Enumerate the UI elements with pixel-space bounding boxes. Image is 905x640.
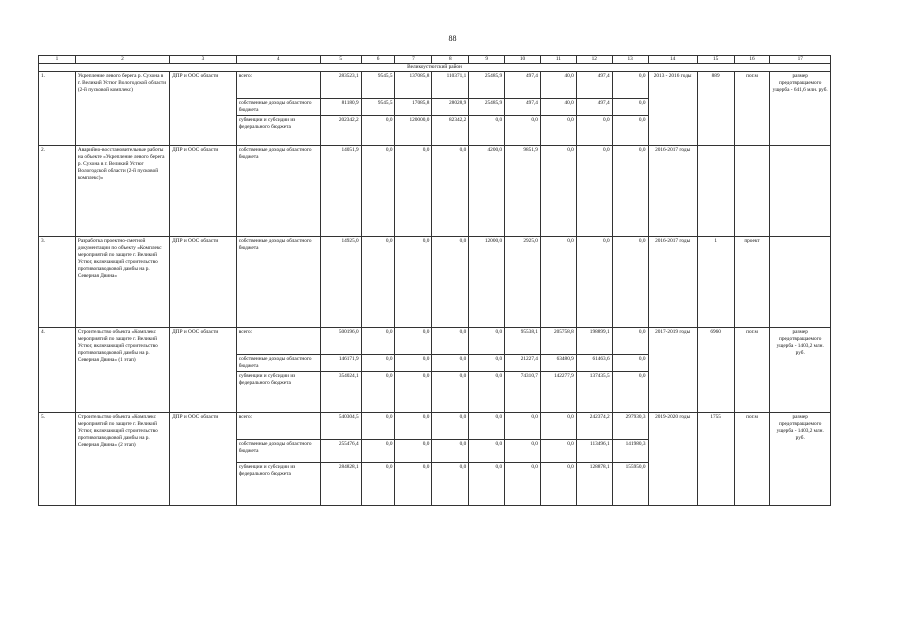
value-cell: 0,0: [361, 354, 395, 371]
object-name: Разработка проектно-сметной документации по объекту «Комплекс мероприятий по защите г. Великий Устюг, включающий строительство противопаводковой дамбы на р. Северная Двина»: [75, 236, 169, 327]
unit: проект: [734, 236, 770, 327]
value-cell: 0,0: [540, 236, 576, 327]
value-total: 255476,4: [320, 439, 361, 462]
value-cell: 9545,5: [361, 98, 395, 115]
value-cell: 12000,0: [469, 236, 505, 327]
value-total: 81180,9: [320, 98, 361, 115]
value-cell: 198899,1: [576, 327, 612, 354]
value-cell: 0,0: [432, 236, 469, 327]
executor: ДПР и ООС области: [170, 236, 237, 327]
value-cell: 0,0: [432, 327, 469, 354]
value-cell: 128878,1: [576, 462, 612, 505]
district-name: Великоустюгский район: [39, 63, 831, 71]
value-cell: 0,0: [576, 145, 612, 236]
object-name: Аварийно-восстановительные работы на объекте «Укрепление левого берега р. Сухона в г. Великий Устюг Вологодской области (2-й пусковой комплекс)»: [75, 145, 169, 236]
value-cell: 0,0: [432, 371, 469, 412]
effect: размер предотвращаемого ущерба - 641,6 млн. руб.: [770, 71, 831, 145]
value-cell: 0,0: [469, 354, 505, 371]
funding-source-label: всего:: [236, 412, 320, 439]
value-cell: 0,0: [469, 327, 505, 354]
value-cell: 0,0: [576, 236, 612, 327]
value-cell: 297930,3: [612, 412, 648, 439]
value-total: 354024,1: [320, 371, 361, 412]
value-cell: 141980,3: [612, 439, 648, 462]
value-cell: 0,0: [395, 412, 432, 439]
value-cell: 2925,0: [505, 236, 541, 327]
value-total: 202342,2: [320, 115, 361, 145]
column-number: 13: [612, 56, 648, 64]
value-cell: 0,0: [361, 145, 395, 236]
column-number: 16: [734, 56, 770, 64]
column-number: 2: [75, 56, 169, 64]
value-cell: 0,0: [395, 354, 432, 371]
value-cell: 120000,0: [395, 115, 432, 145]
value-cell: 0,0: [395, 327, 432, 354]
value-cell: 0,0: [576, 115, 612, 145]
funding-source-label: субвенции и субсидии из федерального бюджета: [236, 115, 320, 145]
column-number: 5: [320, 56, 361, 64]
unit: [734, 145, 770, 236]
executor: ДПР и ООС области: [170, 145, 237, 236]
value-cell: 0,0: [395, 439, 432, 462]
row-number: 1.: [39, 71, 76, 145]
value-cell: 9851,9: [505, 145, 541, 236]
value-total: 14925,0: [320, 236, 361, 327]
effect: [770, 236, 831, 327]
table-row: [39, 327, 831, 354]
funding-source-label: всего:: [236, 71, 320, 98]
value-cell: 497,4: [576, 71, 612, 98]
value-total: 284828,1: [320, 462, 361, 505]
value-cell: 28028,9: [432, 98, 469, 115]
value-cell: 0,0: [612, 371, 648, 412]
value-cell: 137085,8: [395, 71, 432, 98]
value-cell: 74310,7: [505, 371, 541, 412]
column-number: 9: [469, 56, 505, 64]
value-cell: 0,0: [432, 145, 469, 236]
value-cell: 0,0: [469, 439, 505, 462]
column-number: 11: [540, 56, 576, 64]
table-row: [39, 236, 831, 327]
value-cell: 113496,1: [576, 439, 612, 462]
quantity: 889: [697, 71, 734, 145]
funding-source-label: субвенции и субсидии из федерального бюджета: [236, 462, 320, 505]
value-cell: 9545,5: [361, 71, 395, 98]
effect: размер предотвращаемого ущерба - 1403,2 млн. руб.: [770, 412, 831, 505]
value-cell: 0,0: [361, 327, 395, 354]
funding-source-label: собственные доходы областного бюджета: [236, 145, 320, 236]
value-cell: 110371,1: [432, 71, 469, 98]
value-cell: 0,0: [505, 462, 541, 505]
column-number: 3: [170, 56, 237, 64]
value-cell: 137435,5: [576, 371, 612, 412]
value-cell: 0,0: [361, 412, 395, 439]
object-name: Укрепление левого берега р. Сухона в г. Великий Устюг Вологодской области (2-й пусковой комплекс): [75, 71, 169, 145]
effect: [770, 145, 831, 236]
program-table: [38, 55, 831, 506]
quantity: 6960: [697, 327, 734, 412]
value-total: 14051,9: [320, 145, 361, 236]
value-cell: 497,4: [505, 71, 541, 98]
row-number: 5.: [39, 412, 76, 505]
value-cell: 0,0: [505, 439, 541, 462]
object-name: Строительство объекта «Комплекс мероприятий по защите г. Великий Устюг, включающий строительство противопаводковой дамбы на р. Северная Двина» (1 этап): [75, 327, 169, 412]
value-cell: 0,0: [612, 236, 648, 327]
unit: пог.м: [734, 327, 770, 412]
period: 2013 - 2016 годы: [648, 71, 697, 145]
value-cell: 61463,6: [576, 354, 612, 371]
value-cell: 63480,9: [540, 354, 576, 371]
value-cell: 0,0: [540, 439, 576, 462]
value-cell: 242374,2: [576, 412, 612, 439]
unit: пог.м: [734, 71, 770, 145]
value-cell: 0,0: [469, 412, 505, 439]
row-number: 2.: [39, 145, 76, 236]
value-cell: 0,0: [395, 371, 432, 412]
column-number: 14: [648, 56, 697, 64]
value-cell: 0,0: [612, 115, 648, 145]
district-row: [39, 63, 831, 71]
column-number: 15: [697, 56, 734, 64]
value-total: 500196,0: [320, 327, 361, 354]
value-cell: 0,0: [540, 115, 576, 145]
column-number-row: [39, 56, 831, 64]
executor: ДПР и ООС области: [170, 71, 237, 145]
table-row: [39, 145, 831, 236]
value-cell: 497,4: [505, 98, 541, 115]
object-name: Строительство объекта «Комплекс мероприятий по защите г. Великий Устюг, включающий строительство противопаводковой дамбы на р. Северная Двина» (2 этап): [75, 412, 169, 505]
column-number: 1: [39, 56, 76, 64]
funding-source-label: собственные доходы областного бюджета: [236, 98, 320, 115]
value-cell: 4200,0: [469, 145, 505, 236]
value-cell: 0,0: [612, 327, 648, 354]
value-cell: 95538,1: [505, 327, 541, 354]
value-cell: 0,0: [540, 462, 576, 505]
column-number: 6: [361, 56, 395, 64]
column-number: 8: [432, 56, 469, 64]
value-total: 283523,1: [320, 71, 361, 98]
value-cell: 142277,9: [540, 371, 576, 412]
value-cell: 205758,8: [540, 327, 576, 354]
unit: пог.м: [734, 412, 770, 505]
value-cell: 0,0: [505, 412, 541, 439]
column-number: 4: [236, 56, 320, 64]
funding-source-label: собственные доходы областного бюджета: [236, 236, 320, 327]
value-cell: 40,0: [540, 71, 576, 98]
period: 2016-2017 годы: [648, 145, 697, 236]
executor: ДПР и ООС области: [170, 327, 237, 412]
period: 2016-2017 годы: [648, 236, 697, 327]
table-row: [39, 412, 831, 439]
funding-source-label: всего:: [236, 327, 320, 354]
value-cell: 0,0: [361, 371, 395, 412]
quantity: 1: [697, 236, 734, 327]
executor: ДПР и ООС области: [170, 412, 237, 505]
value-cell: 0,0: [505, 115, 541, 145]
value-cell: 0,0: [432, 439, 469, 462]
period: 2017-2019 годы: [648, 327, 697, 412]
value-cell: 0,0: [361, 236, 395, 327]
table-row: [39, 71, 831, 98]
funding-source-label: собственные доходы областного бюджета: [236, 354, 320, 371]
value-cell: 0,0: [361, 462, 395, 505]
value-cell: 0,0: [540, 145, 576, 236]
column-number: 10: [505, 56, 541, 64]
value-cell: 0,0: [612, 354, 648, 371]
value-cell: 0,0: [469, 462, 505, 505]
column-number: 7: [395, 56, 432, 64]
value-cell: 0,0: [612, 98, 648, 115]
row-number: 4.: [39, 327, 76, 412]
value-cell: 82342,2: [432, 115, 469, 145]
column-number: 17: [770, 56, 831, 64]
row-number: 3.: [39, 236, 76, 327]
value-cell: 0,0: [361, 439, 395, 462]
period: 2019-2020 годы: [648, 412, 697, 505]
value-cell: 0,0: [395, 462, 432, 505]
value-cell: 0,0: [361, 115, 395, 145]
value-cell: 0,0: [540, 412, 576, 439]
value-total: 146171,9: [320, 354, 361, 371]
value-cell: 0,0: [469, 371, 505, 412]
value-cell: 0,0: [432, 412, 469, 439]
value-cell: 0,0: [612, 71, 648, 98]
value-total: 540304,5: [320, 412, 361, 439]
value-cell: 40,0: [540, 98, 576, 115]
value-cell: 155950,0: [612, 462, 648, 505]
value-cell: 0,0: [432, 462, 469, 505]
column-number: 12: [576, 56, 612, 64]
value-cell: 17085,8: [395, 98, 432, 115]
value-cell: 25485,9: [469, 98, 505, 115]
value-cell: 0,0: [469, 115, 505, 145]
value-cell: 0,0: [395, 145, 432, 236]
effect: размер предотвращаемого ущерба - 1403,2 млн. руб.: [770, 327, 831, 412]
value-cell: 497,4: [576, 98, 612, 115]
value-cell: 21227,4: [505, 354, 541, 371]
funding-source-label: субвенции и субсидии из федерального бюджета: [236, 371, 320, 412]
page-number: 88: [448, 34, 457, 43]
value-cell: 25485,9: [469, 71, 505, 98]
quantity: [697, 145, 734, 236]
value-cell: 0,0: [432, 354, 469, 371]
funding-source-label: собственные доходы областного бюджета: [236, 439, 320, 462]
value-cell: 0,0: [395, 236, 432, 327]
value-cell: 0,0: [612, 145, 648, 236]
quantity: 1755: [697, 412, 734, 505]
